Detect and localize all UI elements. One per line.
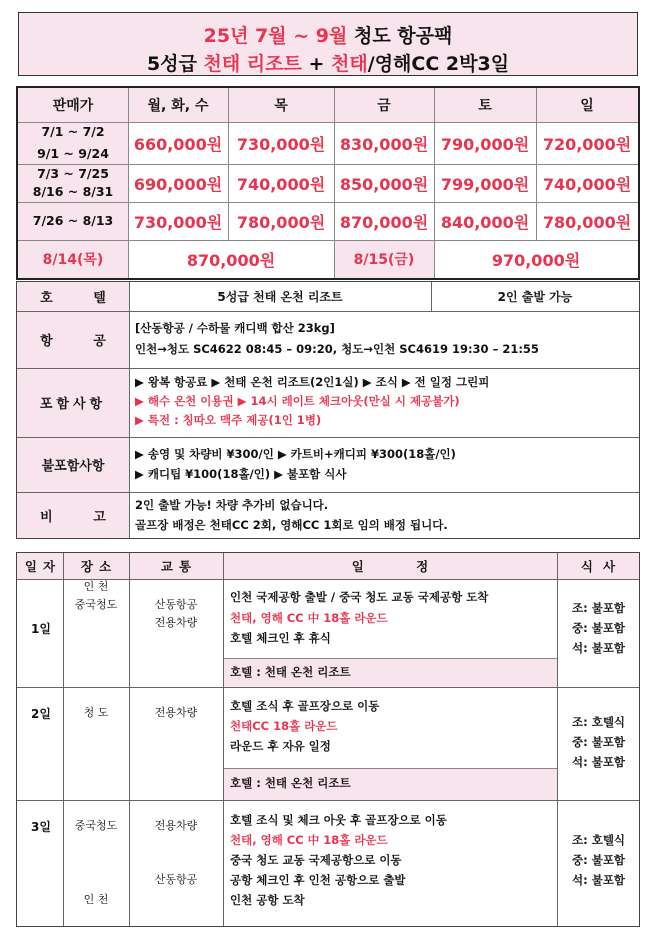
exclude-line-2: ▶ 캐디팁 ¥100(18홀/인) ▶ 불포함 식사 bbox=[135, 467, 347, 481]
day2-label: 2일 bbox=[31, 707, 51, 721]
price-cell: 780,000원 bbox=[236, 212, 326, 232]
day1-meal-dinner: 석: 불포함 bbox=[572, 641, 626, 655]
day3-transport-1: 전용차량 bbox=[154, 819, 198, 832]
day3-line-3: 중국 청도 교동 국제공항으로 이동 bbox=[230, 853, 402, 867]
period-row-1-a: 7/1 ~ 7/2 bbox=[41, 124, 105, 139]
info-table bbox=[16, 281, 640, 539]
day3-place-2: 인 천 bbox=[83, 893, 109, 906]
day2-transport: 전용차량 bbox=[154, 706, 198, 719]
day1-meal-breakfast: 조: 불포함 bbox=[572, 601, 626, 615]
exclude-line-1: ▶ 송영 및 차량비 ¥300/인 ▶ 카트비+캐디피 ¥300(18홀/인) bbox=[135, 447, 456, 461]
include-line-2: ▶ 해수 온천 이용권 ▶ 14시 레이트 체크아웃(만실 시 제공불가) bbox=[135, 394, 460, 408]
title-cc-cheontae: 천태 bbox=[331, 53, 368, 75]
period-row-2-a: 7/3 ~ 7/25 bbox=[37, 166, 109, 181]
period-row-1 bbox=[18, 122, 128, 164]
day3-label: 3일 bbox=[31, 820, 51, 834]
period-row-2-b: 8/16 ~ 8/31 bbox=[32, 184, 114, 199]
day1-line-1: 인천 국제공항 출발 / 중국 청도 교동 국제공항 도착 bbox=[230, 590, 489, 604]
price-cell: 730,000원 bbox=[133, 212, 223, 232]
header-sale-price: 판매가 bbox=[52, 98, 94, 114]
include-label: 포함사항 bbox=[39, 397, 107, 412]
schedule-header-place: 장소 bbox=[80, 559, 118, 574]
day1-meal-lunch: 중: 불포함 bbox=[572, 621, 626, 635]
include-line-3: ▶ 특전 : 칭따오 맥주 제공(1인 1병) bbox=[135, 413, 322, 427]
hotel-label: 호 텔 bbox=[40, 291, 124, 306]
day3-line-5: 인천 공항 도착 bbox=[230, 893, 305, 907]
price-cell: 830,000원 bbox=[339, 134, 429, 154]
note-line-2: 골프장 배정은 천태CC 2회, 영해CC 1회로 임의 배정 됩니다. bbox=[135, 518, 448, 532]
day2-meal-dinner: 석: 불포함 bbox=[572, 755, 626, 769]
flight-label: 항 공 bbox=[40, 334, 124, 349]
price-cell: 850,000원 bbox=[339, 174, 429, 194]
header-sun: 일 bbox=[580, 98, 594, 114]
title-line-2 bbox=[19, 49, 637, 76]
day1-transport-1: 산동항공 bbox=[154, 598, 198, 611]
header-thu: 목 bbox=[274, 98, 288, 114]
price-table bbox=[16, 86, 640, 280]
price-cell: 690,000원 bbox=[133, 174, 223, 194]
day3-place-1: 중국청도 bbox=[74, 819, 118, 832]
day1-transport-2: 전용차량 bbox=[154, 616, 198, 629]
price-cell: 790,000원 bbox=[440, 134, 530, 154]
note-line-1: 2인 출발 가능! 차량 추가비 없습니다. bbox=[135, 498, 329, 512]
day1-hotel: 호텔 : 천태 온천 리조트 bbox=[230, 665, 351, 679]
include-line-1: ▶ 왕복 항공료 ▶ 천태 온천 리조트(2인1실) ▶ 조식 ▶ 전 일정 그린피 bbox=[135, 375, 490, 389]
flight-airline-note: [산동항공 / 수하물 캐디백 합산 23kg] bbox=[135, 321, 335, 335]
flight-schedule: 인천→청도 SC4622 08:45 – 09:20, 청도→인천 SC4619 19:30 – 21:55 bbox=[135, 342, 539, 356]
header-sat: 토 bbox=[478, 98, 492, 114]
title-product: 청도 항공팩 bbox=[347, 25, 453, 47]
price-cell: 730,000원 bbox=[236, 134, 326, 154]
schedule-header-meals: 식사 bbox=[580, 559, 626, 574]
schedule-table bbox=[16, 552, 640, 927]
title-line-1 bbox=[19, 21, 637, 48]
day3-transport-2: 산동항공 bbox=[154, 873, 198, 886]
hotel-value: 5성급 천태 온천 리조트 bbox=[217, 290, 343, 304]
title-resort: 천태 리조트 bbox=[203, 53, 302, 75]
period-row-3: 7/26 ~ 8/13 bbox=[32, 213, 114, 228]
day2-line-2: 천태CC 18홀 라운드 bbox=[230, 719, 338, 733]
price-cell: 740,000원 bbox=[236, 174, 326, 194]
day3-line-1: 호텔 조식 및 체크 아웃 후 골프장으로 이동 bbox=[230, 813, 447, 827]
schedule-header-itinerary: 일 정 bbox=[351, 559, 453, 574]
day2-meal-breakfast: 조: 호텔식 bbox=[572, 715, 626, 729]
price-cell: 720,000원 bbox=[542, 134, 632, 154]
day3-meal-lunch: 중: 불포함 bbox=[572, 853, 626, 867]
title-cc-rest: /영해CC 2박3일 bbox=[367, 53, 510, 75]
day2-hotel: 호텔 : 천태 온천 리조트 bbox=[230, 776, 351, 790]
day1-place-2: 중국청도 bbox=[74, 598, 118, 611]
day1-label: 1일 bbox=[31, 622, 51, 636]
price-cell: 740,000원 bbox=[542, 174, 632, 194]
title-period: 25년 7월 ~ 9월 bbox=[203, 25, 348, 47]
special-price-1: 870,000원 bbox=[186, 250, 276, 270]
header-mon-tue-wed: 월, 화, 수 bbox=[147, 98, 209, 114]
special-price-2: 970,000원 bbox=[491, 250, 581, 270]
note-label: 비 고 bbox=[40, 509, 124, 525]
day3-meal-breakfast: 조: 호텔식 bbox=[572, 833, 626, 847]
day3-line-2: 천태, 영해 CC 中 18홀 라운드 bbox=[230, 833, 388, 847]
schedule-header-transport: 교통 bbox=[160, 559, 198, 574]
period-row-2 bbox=[18, 164, 128, 202]
title-banner bbox=[18, 12, 638, 76]
special-date-2: 8/15(금) bbox=[353, 252, 415, 268]
day1-line-2: 천태, 영해 CC 中 18홀 라운드 bbox=[230, 611, 388, 625]
special-date-1: 8/14(목) bbox=[42, 252, 104, 268]
day3-meal-dinner: 석: 불포함 bbox=[572, 873, 626, 887]
schedule-header-day: 일자 bbox=[24, 559, 62, 574]
price-cell: 870,000원 bbox=[339, 212, 429, 232]
day3-line-4: 공항 체크인 후 인천 공항으로 출발 bbox=[230, 873, 406, 887]
hotel-note: 2인 출발 가능 bbox=[497, 290, 573, 304]
price-cell: 660,000원 bbox=[133, 134, 223, 154]
title-plus: + bbox=[301, 53, 332, 75]
exclude-label: 불포함사항 bbox=[41, 459, 105, 474]
day1-line-3: 호텔 체크인 후 휴식 bbox=[230, 631, 331, 645]
day2-place: 청 도 bbox=[83, 706, 109, 719]
price-cell: 799,000원 bbox=[440, 174, 530, 194]
price-cell: 780,000원 bbox=[542, 212, 632, 232]
header-fri: 금 bbox=[377, 98, 391, 114]
price-cell: 840,000원 bbox=[440, 212, 530, 232]
day2-line-1: 호텔 조식 후 골프장으로 이동 bbox=[230, 699, 380, 713]
day1-place-1: 인 천 bbox=[83, 580, 109, 593]
day2-line-3: 라운드 후 자유 일정 bbox=[230, 739, 331, 753]
period-row-1-b: 9/1 ~ 9/24 bbox=[37, 146, 109, 161]
day2-meal-lunch: 중: 불포함 bbox=[572, 735, 626, 749]
title-grade: 5성급 bbox=[146, 53, 204, 75]
